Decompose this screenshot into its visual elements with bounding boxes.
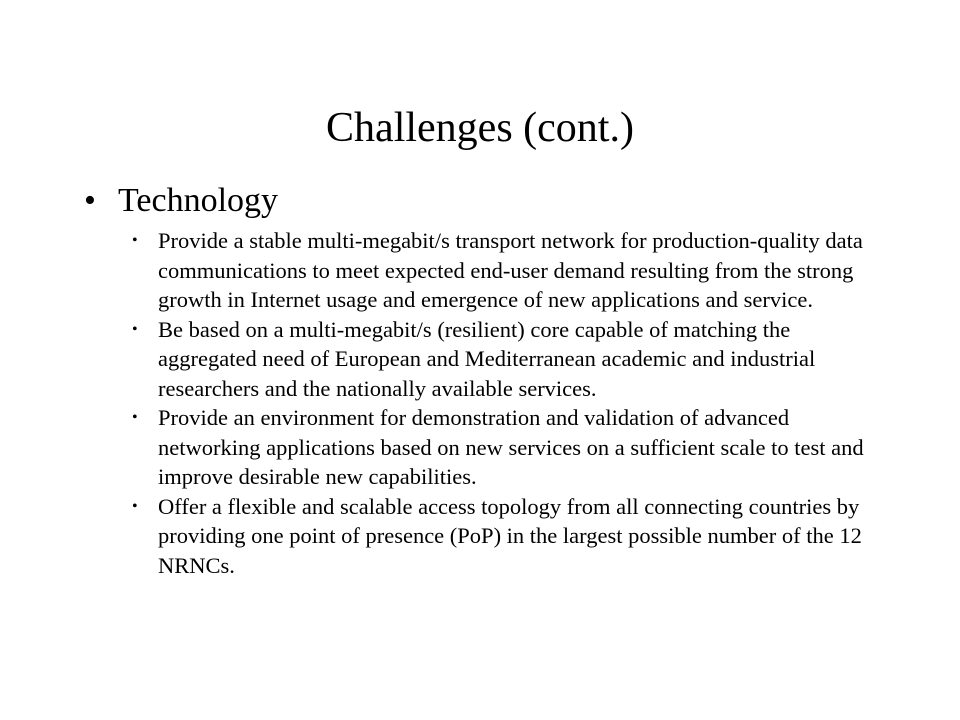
bullet-icon: •	[84, 182, 96, 219]
slide-title: Challenges (cont.)	[326, 105, 634, 151]
sub-bullet-text: Be based on a multi-megabit/s (resilient) core capable of matching the aggregated need of European and Mediterranean academic and industrial researchers and the nationally available services.	[158, 316, 816, 401]
main-bullet	[84, 180, 278, 222]
sub-bullet-icon: •	[132, 320, 138, 338]
sub-bullet	[132, 226, 892, 315]
sub-bullet-icon: •	[132, 409, 138, 426]
sub-bullet-text: Provide a stable multi-megabit/s transport network for production-quality data communications to meet expected end-user demand resulting from the strong growth in Internet usage and emergence of new applications and service.	[158, 228, 863, 312]
sub-bullet-text: Provide an environment for demonstration and validation of advanced networking applications based on new services on a sufficient scale to test and improve desirable new capabilities.	[158, 405, 864, 489]
sub-bullet	[132, 492, 892, 581]
sub-bullet-text: Offer a flexible and scalable access topology from all connecting countries by providing one point of presence (PoP) in the largest possible number of the 12 NRNCs.	[158, 493, 862, 578]
sub-bullet	[132, 403, 892, 492]
main-bullet-label: Technology	[118, 182, 279, 219]
sub-bullet	[132, 315, 892, 404]
sub-bullet-list	[132, 226, 892, 580]
sub-bullet-icon: •	[132, 497, 138, 515]
sub-bullet-icon: •	[132, 232, 138, 249]
